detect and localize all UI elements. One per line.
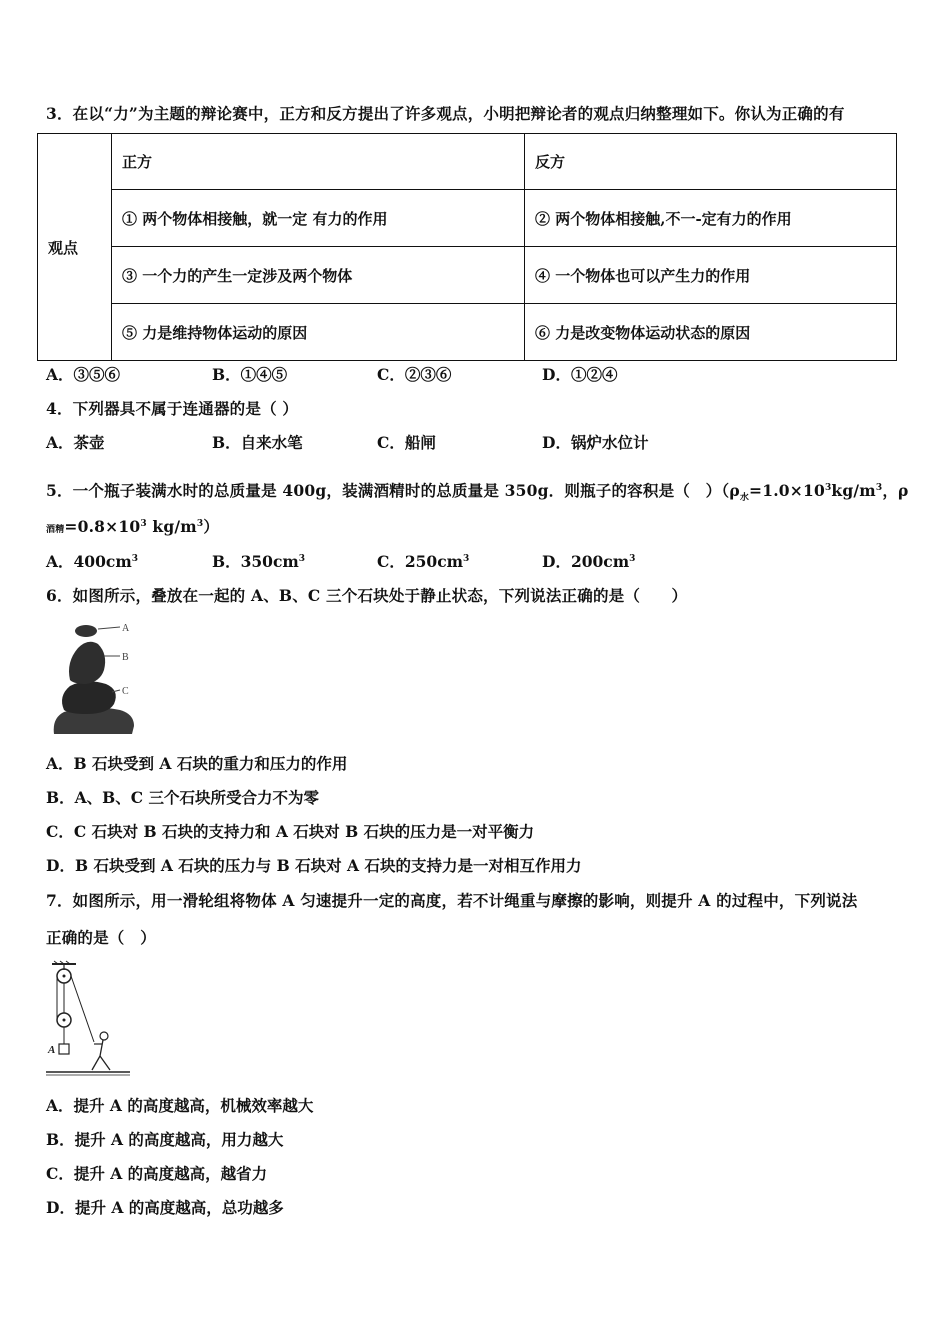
q7-option-a[interactable]: A．提升 A 的高度越高，机械效率越大 — [46, 1096, 314, 1115]
q7-stem-line1: 7．如图所示，用一滑轮组将物体 A 匀速提升一定的高度，若不计绳重与摩擦的影响，则提升 A 的过程中，下列说法 — [46, 891, 858, 910]
exponent: 3 — [824, 482, 832, 493]
label-a: A — [122, 623, 130, 634]
rho-alcohol-subscript: 酒精 — [46, 525, 65, 535]
stone-b — [69, 642, 105, 684]
q3-option-d[interactable]: D．①②④ — [542, 365, 618, 384]
exponent: 3 — [629, 553, 636, 564]
q7-option-d[interactable]: D．提升 A 的高度越高，总功越多 — [46, 1198, 284, 1217]
q3-stem: 3．在以“力”为主题的辩论赛中，正方和反方提出了许多观点，小明把辩论者的观点归纳整理如下。你认为正确的有 — [46, 104, 845, 123]
col-header-pro — [112, 134, 525, 190]
q5-option-b[interactable] — [212, 550, 305, 572]
q7-option-c[interactable]: C．提升 A 的高度越高，越省力 — [46, 1164, 268, 1183]
stone-c — [62, 681, 116, 714]
stone-a — [75, 625, 97, 637]
q4-stem: 4．下列器具不属于连通器的是（ ） — [46, 399, 299, 418]
col-pro-label: 正方 — [122, 153, 153, 171]
q7-stem-line2: 正确的是（ ） — [46, 928, 156, 947]
cell-text: ④ 一个物体也可以产生力的作用 — [535, 266, 751, 285]
table-cell — [112, 190, 525, 247]
unit: kg/m — [146, 517, 197, 536]
row-header: 观点 — [48, 238, 79, 257]
unit: kg/m — [831, 481, 876, 500]
exponent: 3 — [875, 482, 883, 493]
table-cell — [112, 304, 525, 361]
exponent: 3 — [463, 553, 470, 564]
q6-option-b[interactable]: B．A、B、C 三个石块所受合力不为零 — [46, 788, 319, 807]
q5-option-a[interactable] — [46, 550, 138, 572]
q4-option-b[interactable]: B．自来水笔 — [212, 433, 303, 452]
pulley-system-figure — [44, 960, 134, 1082]
q4-option-c[interactable]: C．船闸 — [377, 433, 436, 452]
q5-stem-text: 5．一个瓶子装满水时的总质量是 400g，装满酒精时的总质量是 350g．则瓶子的容积是（ ）（ρ — [46, 481, 740, 500]
label-c: C — [122, 686, 129, 697]
exponent: 3 — [196, 518, 204, 529]
object-a — [59, 1044, 69, 1054]
q5-option-d[interactable] — [542, 550, 635, 572]
q7-option-b[interactable]: B．提升 A 的高度越高，用力越大 — [46, 1130, 284, 1149]
q6-option-a[interactable]: A．B 石块受到 A 石块的重力和压力的作用 — [46, 754, 348, 773]
exponent: 3 — [298, 553, 306, 564]
q6-option-d[interactable]: D．B 石块受到 A 石块的压力与 B 石块对 A 石块的支持力是一对相互作用力 — [46, 856, 582, 875]
q4-option-a[interactable]: A．茶壶 — [46, 433, 105, 452]
label-b: B — [122, 652, 129, 663]
rho-water-value: =1.0×10 — [749, 481, 825, 500]
table-cell — [112, 247, 525, 304]
q5-stem-continued — [46, 515, 219, 537]
rho-alcohol-symbol: ，ρ — [882, 481, 909, 500]
close-paren: ） — [203, 517, 220, 536]
label-a: A — [48, 1044, 56, 1056]
q5-option-c[interactable] — [377, 550, 469, 572]
table-cell — [525, 304, 897, 361]
person-head — [100, 1032, 108, 1040]
col-con-label: 反方 — [535, 153, 566, 171]
exponent: 3 — [140, 518, 147, 529]
q6-stem: 6．如图所示，叠放在一起的 A、B、C 三个石块处于静止状态，下列说法正确的是（ ） — [46, 586, 688, 605]
q3-option-a[interactable]: A．③⑤⑥ — [46, 365, 121, 384]
stacked-stones-figure — [50, 618, 140, 736]
table-cell — [525, 247, 897, 304]
table-cell — [525, 190, 897, 247]
option-label: A．400cm — [46, 552, 132, 571]
q6-option-c[interactable]: C．C 石块对 B 石块的支持力和 A 石块对 B 石块的压力是一对平衡力 — [46, 822, 535, 841]
option-label: C．250cm — [377, 552, 464, 571]
q5-stem — [46, 479, 909, 504]
q3-option-b[interactable]: B．①④⑤ — [212, 365, 288, 384]
cell-text: ⑤ 力是维持物体运动的原因 — [122, 323, 308, 342]
viewpoints-table — [37, 133, 897, 361]
cell-text: ⑥ 力是改变物体运动状态的原因 — [535, 323, 751, 342]
q3-option-c[interactable]: C．②③⑥ — [377, 365, 452, 384]
rho-alcohol-value: =0.8×10 — [64, 517, 141, 536]
cell-text: ① 两个物体相接触，就一定 有力的作用 — [122, 209, 388, 228]
option-label: D．200cm — [542, 552, 630, 571]
col-header-con — [525, 134, 897, 190]
cell-text: ② 两个物体相接触,不一-定有力的作用 — [535, 209, 792, 228]
q4-option-d[interactable]: D．锅炉水位计 — [542, 433, 649, 452]
row-header-cell — [38, 134, 112, 361]
cell-text: ③ 一个力的产生一定涉及两个物体 — [122, 266, 353, 285]
exponent: 3 — [131, 553, 138, 564]
option-label: B．350cm — [212, 552, 299, 571]
rho-water-subscript: 水 — [739, 493, 750, 504]
